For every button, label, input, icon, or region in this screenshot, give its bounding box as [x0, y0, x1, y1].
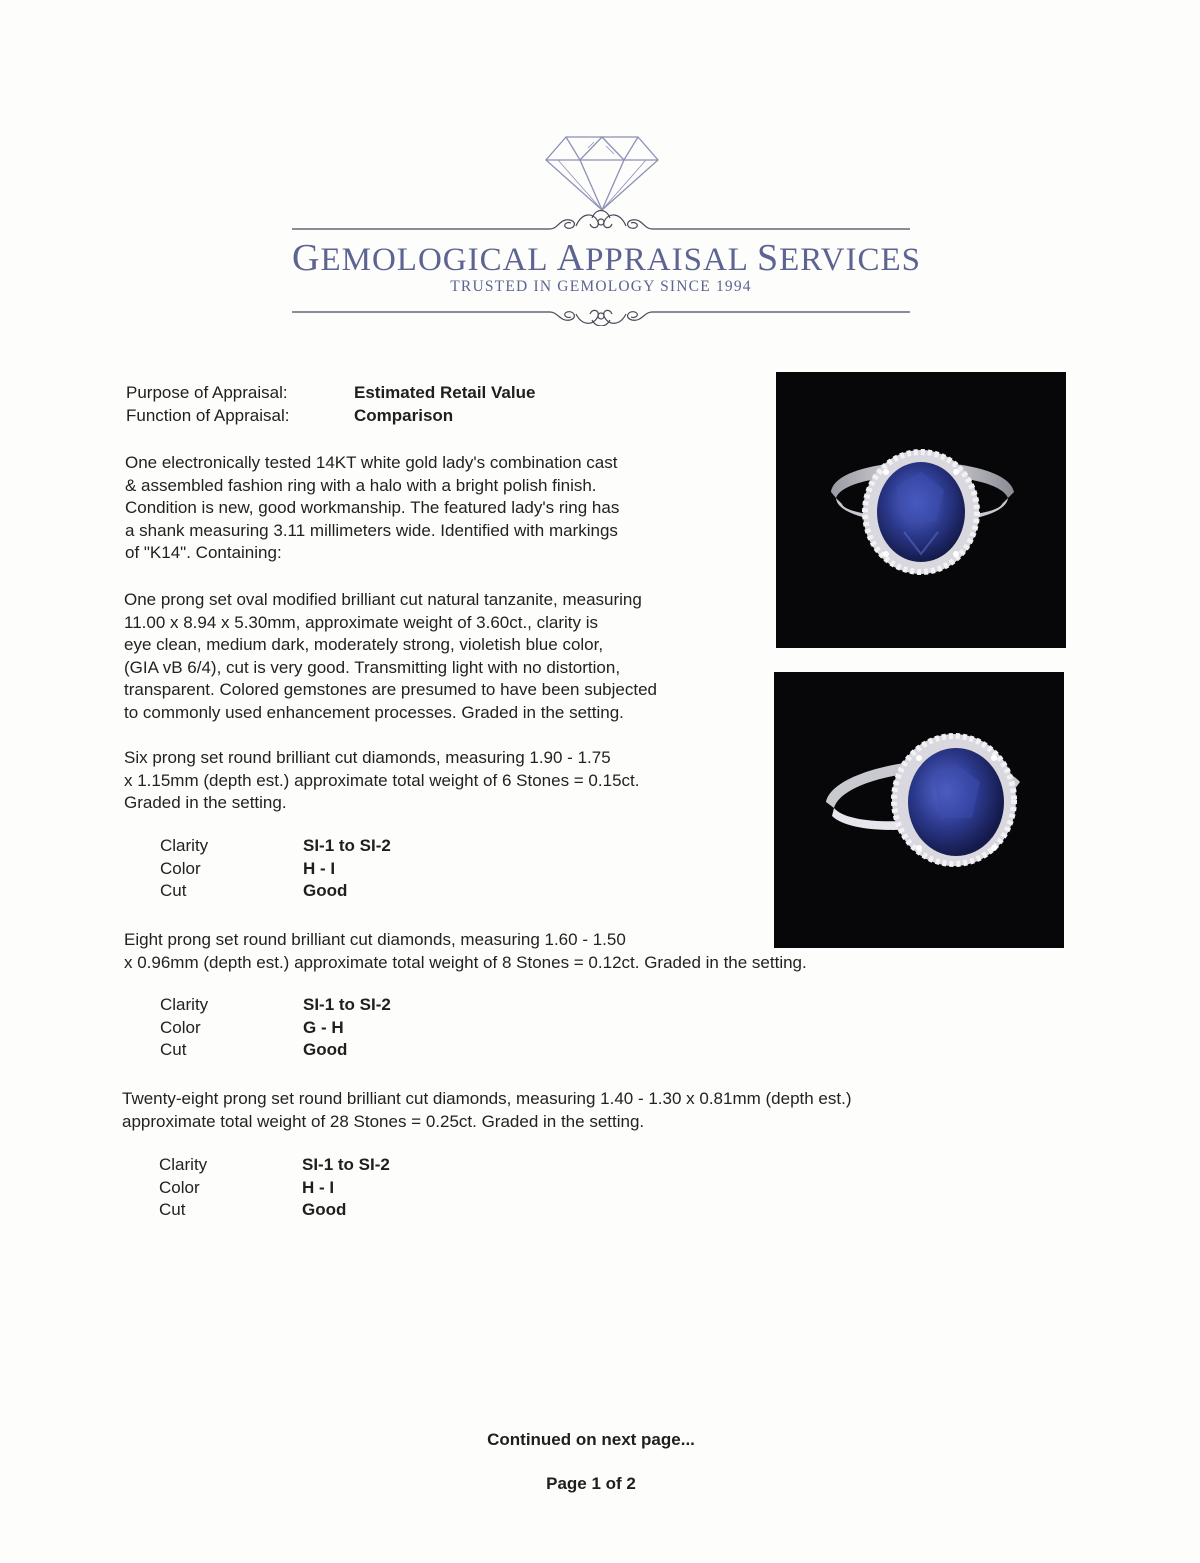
- function-value: Comparison: [354, 406, 454, 425]
- text-line: Condition is new, good workmanship. The featured lady's ring has: [125, 498, 620, 518]
- text-line: Six prong set round brilliant cut diamonds, measuring 1.90 - 1.75: [124, 748, 611, 767]
- text-line: 11.00 x 8.94 x 5.30mm, approximate weight of 3.60ct., clarity is: [124, 612, 599, 632]
- grade-row-color: [159, 1177, 390, 1200]
- grade-row-color: [160, 858, 391, 881]
- text-line: of "K14". Containing:: [125, 543, 282, 563]
- grade-label: Clarity: [159, 1155, 208, 1174]
- grade-value: Good: [303, 1040, 348, 1060]
- diamonds-set-2-description: [124, 929, 807, 974]
- tanzanite-description: [124, 589, 657, 725]
- diamonds-set-1-grades: [160, 835, 391, 903]
- diamonds-set-2-grades: [160, 994, 391, 1062]
- grade-value: SI-1 to SI-2: [302, 1155, 390, 1174]
- grade-value: G - H: [303, 1017, 344, 1037]
- text-line: x 0.96mm (depth est.) approximate total weight of 8 Stones = 0.12ct. Graded in the setting.: [124, 952, 807, 972]
- grade-label: Cut: [160, 1040, 187, 1060]
- company-name: GEMOLOGICAL APPRAISAL SERVICES: [292, 237, 921, 279]
- purpose-value: Estimated Retail Value: [354, 383, 536, 402]
- grade-row-clarity: [160, 835, 391, 858]
- continued-notice: Continued on next page...: [487, 1430, 695, 1449]
- grade-row-cut: [159, 1199, 390, 1222]
- grade-value: SI-1 to SI-2: [303, 995, 391, 1014]
- ring-description: [125, 452, 619, 565]
- diamond-logo-icon: [544, 134, 660, 212]
- grade-label: Color: [160, 1017, 201, 1037]
- text-line: a shank measuring 3.11 millimeters wide. Identified with markings: [125, 520, 618, 540]
- text-line: Eight prong set round brilliant cut diamonds, measuring 1.60 - 1.50: [124, 930, 626, 949]
- grade-row-color: [160, 1017, 391, 1040]
- grade-row-clarity: [160, 994, 391, 1017]
- text-line: Twenty-eight prong set round brilliant cut diamonds, measuring 1.40 - 1.30 x 0.81mm (depth est.): [122, 1089, 852, 1108]
- diamonds-set-1-description: [124, 747, 639, 815]
- purpose-label: Purpose of Appraisal:: [126, 383, 288, 402]
- grade-label: Clarity: [160, 995, 209, 1014]
- ring-photo-side: [774, 672, 1064, 948]
- text-line: Graded in the setting.: [124, 793, 287, 813]
- page-number: Page 1 of 2: [546, 1474, 636, 1493]
- grade-row-cut: [160, 1039, 391, 1062]
- grade-label: Cut: [159, 1200, 186, 1220]
- function-label: Function of Appraisal:: [126, 406, 290, 425]
- purpose-of-appraisal-row: [126, 382, 535, 404]
- text-line: approximate total weight of 28 Stones = 0.25ct. Graded in the setting.: [122, 1111, 645, 1131]
- header-bottom-ornament-divider: [292, 302, 910, 326]
- text-line: (GIA vB 6/4), cut is very good. Transmitting light with no distortion,: [124, 657, 621, 677]
- diamonds-set-3-grades: [159, 1154, 390, 1222]
- grade-row-clarity: [159, 1154, 390, 1177]
- grade-value: Good: [303, 881, 348, 901]
- text-line: One prong set oval modified brilliant cut natural tanzanite, measuring: [124, 590, 642, 609]
- grade-value: SI-1 to SI-2: [303, 836, 391, 855]
- grade-row-cut: [160, 880, 391, 903]
- grade-label: Color: [160, 858, 201, 878]
- ring-photo-front: [776, 372, 1066, 648]
- text-line: to commonly used enhancement processes. Graded in the setting.: [124, 702, 624, 722]
- grade-value: H - I: [302, 1177, 335, 1197]
- grade-value: H - I: [303, 858, 336, 878]
- company-tagline: TRUSTED IN GEMOLOGY SINCE 1994: [450, 278, 752, 295]
- text-line: One electronically tested 14KT white gold lady's combination cast: [125, 453, 618, 472]
- diamonds-set-3-description: [122, 1088, 852, 1133]
- text-line: x 1.15mm (depth est.) approximate total weight of 6 Stones = 0.15ct.: [124, 770, 640, 790]
- text-line: & assembled fashion ring with a halo with a bright polish finish.: [125, 475, 597, 495]
- text-line: transparent. Colored gemstones are presumed to have been subjected: [124, 680, 657, 700]
- grade-label: Color: [159, 1177, 200, 1197]
- header-top-ornament-divider: [292, 208, 910, 232]
- grade-label: Clarity: [160, 836, 209, 855]
- grade-label: Cut: [160, 881, 187, 901]
- text-line: eye clean, medium dark, moderately strong, violetish blue color,: [124, 635, 604, 655]
- function-of-appraisal-row: [126, 405, 453, 427]
- grade-value: Good: [302, 1200, 347, 1220]
